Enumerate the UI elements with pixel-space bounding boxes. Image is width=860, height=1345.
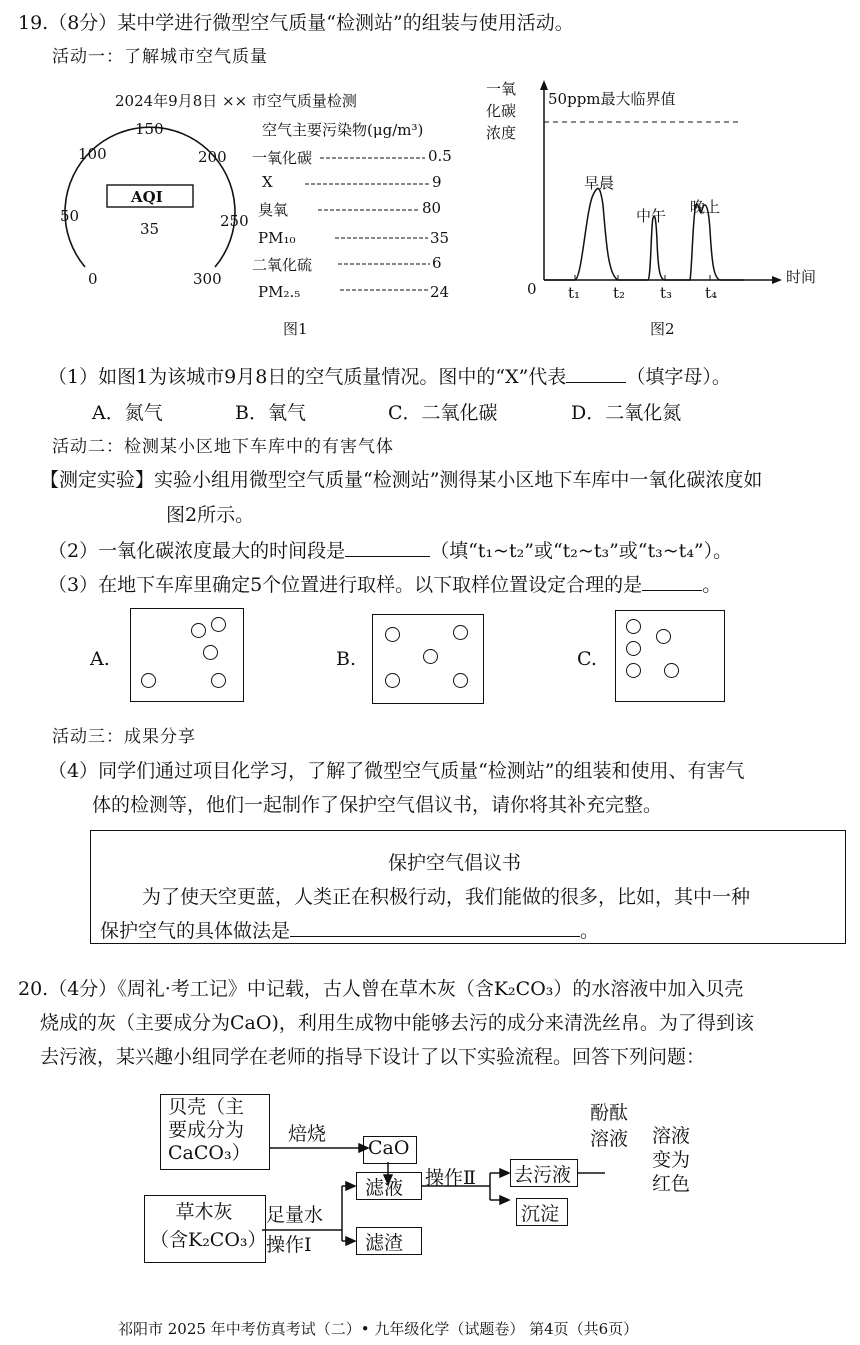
activity-3-heading: 活动三：成果分享 — [52, 727, 196, 747]
pollutant-name-pm10: PM₁₀ — [258, 229, 296, 247]
q19-part1-text: （1）如图1为该城市9月8日的空气质量情况。图中的“X”代表 — [48, 366, 567, 388]
sample-point — [626, 619, 641, 634]
answer-blank-3[interactable] — [642, 589, 702, 591]
ash-text-line: （含K₂CO₃） — [150, 1229, 267, 1251]
fig2-ylabel-line: 浓度 — [486, 124, 517, 142]
fig1-caption: 图1 — [283, 320, 308, 338]
pollutant-value-co: 0.5 — [428, 147, 452, 165]
result-label-line: 红色 — [652, 1173, 691, 1195]
cao-label: CaO — [368, 1137, 410, 1159]
phenol-label-line: 溶液 — [590, 1128, 629, 1150]
clean-liquid-label: 去污液 — [514, 1164, 572, 1186]
x-axis-arrow — [772, 276, 782, 284]
page-footer: 祁阳市 2025 年中考仿真考试（二）• 九年级化学（试题卷） 第4页（共6页） — [118, 1320, 639, 1338]
sample-point — [656, 629, 671, 644]
option-c: C．二氧化碳 — [388, 402, 498, 424]
q19-part1-tail: （填字母）。 — [626, 366, 731, 388]
result-label — [652, 1124, 690, 1196]
sample-point — [211, 617, 226, 632]
q19-part3-text: （3）在地下车库里确定5个位置进行取样。以下取样位置设定合理的是 — [48, 574, 643, 596]
shell-text-line: 要成分为 — [168, 1119, 245, 1141]
op1-label: 操作Ⅰ — [266, 1234, 312, 1256]
gauge-label-50: 50 — [60, 207, 80, 225]
sample-point — [453, 625, 468, 640]
x-tick-t1: t₁ — [568, 284, 581, 302]
pollutant-leader-lines — [300, 150, 440, 300]
sample-point — [203, 645, 218, 660]
gauge-label-0: 0 — [88, 270, 98, 288]
pollutant-value-pm25: 24 — [430, 283, 450, 301]
fig2-ylabel-line: 一氧 — [486, 80, 517, 98]
fig1-title: 2024年9月8日 ×× 市空气质量检测 — [115, 92, 357, 110]
sample-point — [191, 623, 206, 638]
fig2-caption: 图2 — [650, 320, 675, 338]
sample-label-c: C. — [577, 648, 597, 670]
phenol-label-line: 酚酞 — [590, 1102, 629, 1124]
sample-point — [626, 663, 641, 678]
proposal-line-2 — [100, 916, 599, 943]
gauge-label-200: 200 — [198, 148, 227, 166]
answer-blank-2[interactable] — [345, 555, 430, 557]
fig2-ylabel — [486, 78, 516, 144]
pollutant-table-header: 空气主要污染物(μg/m³) — [262, 121, 424, 139]
x-tick-t3: t₃ — [660, 284, 673, 302]
sample-point — [385, 673, 400, 688]
answer-blank-1[interactable] — [566, 381, 626, 383]
sample-layout-a — [130, 608, 244, 702]
gauge-label-300: 300 — [193, 270, 222, 288]
peak-label-morning: 早晨 — [584, 174, 615, 192]
peak-label-evening: 晚上 — [690, 198, 721, 216]
op2-label: 操作Ⅱ — [425, 1167, 476, 1189]
q20-line-1: 20.（4分）《周礼·考工记》中记载，古人曾在草木灰（含K₂CO₃）的水溶液中加入贝壳 — [18, 978, 744, 1000]
q19-part3-tail: 。 — [702, 574, 722, 596]
phenol-label — [590, 1100, 628, 1152]
sample-point — [423, 649, 438, 664]
aqi-value: 35 — [140, 220, 160, 238]
option-d: D．二氧化氮 — [571, 402, 682, 424]
pollutant-name-so2: 二氧化硫 — [252, 256, 313, 274]
q20-line-3: 去污液，某兴趣小组同学在老师的指导下设计了以下实验流程。回答下列问题： — [40, 1046, 706, 1068]
proposal-line-2-text: 保护空气的具体做法是 — [100, 920, 291, 942]
x-tick-0: 0 — [527, 280, 537, 298]
q19-part3 — [48, 570, 721, 597]
sample-point — [141, 673, 156, 688]
answer-blank-4[interactable] — [290, 935, 580, 937]
pollutant-value-o3: 80 — [422, 199, 442, 217]
result-label-line: 溶液 — [652, 1125, 691, 1147]
shell-text-line: CaCO₃） — [168, 1142, 251, 1164]
result-label-line: 变为 — [652, 1149, 691, 1171]
activity-2-heading: 活动二：检测某小区地下车库中的有害气体 — [52, 437, 394, 457]
burn-label: 焙烧 — [288, 1123, 327, 1145]
pollutant-name-co: 一氧化碳 — [252, 149, 313, 167]
q20-line-2: 烧成的灰（主要成分为CaO)，利用生成物中能够去污的成分来清洗丝帛。为了得到该 — [40, 1012, 754, 1034]
sample-point — [453, 673, 468, 688]
pollutant-value-pm10: 35 — [430, 229, 450, 247]
x-axis-label: 时间 — [786, 268, 817, 286]
threshold-label: 50ppm最大临界值 — [548, 90, 676, 108]
sample-layout-b — [372, 614, 484, 704]
peak-label-noon: 中午 — [636, 207, 667, 225]
ash-text-line: 草木灰 — [175, 1201, 233, 1223]
ash-text — [150, 1198, 267, 1254]
gauge-label-250: 250 — [220, 212, 249, 230]
q19-part1 — [48, 362, 731, 389]
activity-1-heading: 活动一：了解城市空气质量 — [52, 47, 268, 67]
q19-part2-tail: （填“t₁~t₂”或“t₂~t₃”或“t₃~t₄”）。 — [430, 540, 733, 562]
precipitate-label: 沉淀 — [521, 1203, 560, 1225]
residue-label: 滤渣 — [365, 1232, 404, 1254]
proposal-line-1: 为了使天空更蓝，人类正在积极行动，我们能做的很多，比如，其中一种 — [142, 886, 751, 908]
water-label: 足量水 — [266, 1204, 324, 1226]
sample-point — [664, 663, 679, 678]
co-concentration-chart — [520, 80, 800, 295]
sample-label-b: B. — [336, 648, 357, 670]
pollutant-value-so2: 6 — [432, 254, 442, 272]
shell-text — [168, 1096, 251, 1165]
x-tick-t2: t₂ — [613, 284, 626, 302]
fig2-ylabel-line: 化碳 — [486, 102, 517, 120]
water-op1-label — [266, 1200, 323, 1260]
sample-layout-c — [615, 610, 725, 702]
proposal-tail: 。 — [580, 920, 600, 942]
pollutant-value-x: 9 — [432, 173, 442, 191]
experiment-line-2: 图2所示。 — [166, 504, 255, 526]
pollutant-name-pm25: PM₂.₅ — [258, 283, 301, 301]
pollutant-name-o3: 臭氧 — [258, 201, 289, 219]
filtrate-label: 滤液 — [365, 1177, 404, 1199]
gauge-label-100: 100 — [78, 145, 107, 163]
proposal-title: 保护空气倡议书 — [388, 852, 522, 874]
sample-point — [626, 641, 641, 656]
q19-part4-line-2: 体的检测等，他们一起制作了保护空气倡议书，请你将其补充完整。 — [92, 794, 663, 816]
sample-point — [211, 673, 226, 688]
aqi-label: AQI — [131, 188, 163, 206]
shell-text-line: 贝壳（主 — [168, 1096, 245, 1118]
x-tick-t4: t₄ — [705, 284, 718, 302]
q19-header: 19.（8分）某中学进行微型空气质量“检测站”的组装与使用活动。 — [18, 12, 574, 34]
pollutant-name-x: X — [262, 173, 273, 191]
q19-part2-text: （2）一氧化碳浓度最大的时间段是 — [48, 540, 346, 562]
option-b: B．氧气 — [235, 402, 306, 424]
gauge-label-150: 150 — [135, 120, 164, 138]
sample-label-a: A. — [90, 648, 110, 670]
sample-point — [385, 627, 400, 642]
q19-part2 — [48, 536, 732, 563]
experiment-line-1: 【测定实验】实验小组用微型空气质量“检测站”测得某小区地下车库中一氧化碳浓度如 — [40, 469, 763, 491]
q19-part4-line-1: （4）同学们通过项目化学习，了解了微型空气质量“检测站”的组装和使用、有害气 — [48, 760, 745, 782]
y-axis-arrow — [540, 80, 548, 90]
option-a: A．氮气 — [92, 402, 163, 424]
